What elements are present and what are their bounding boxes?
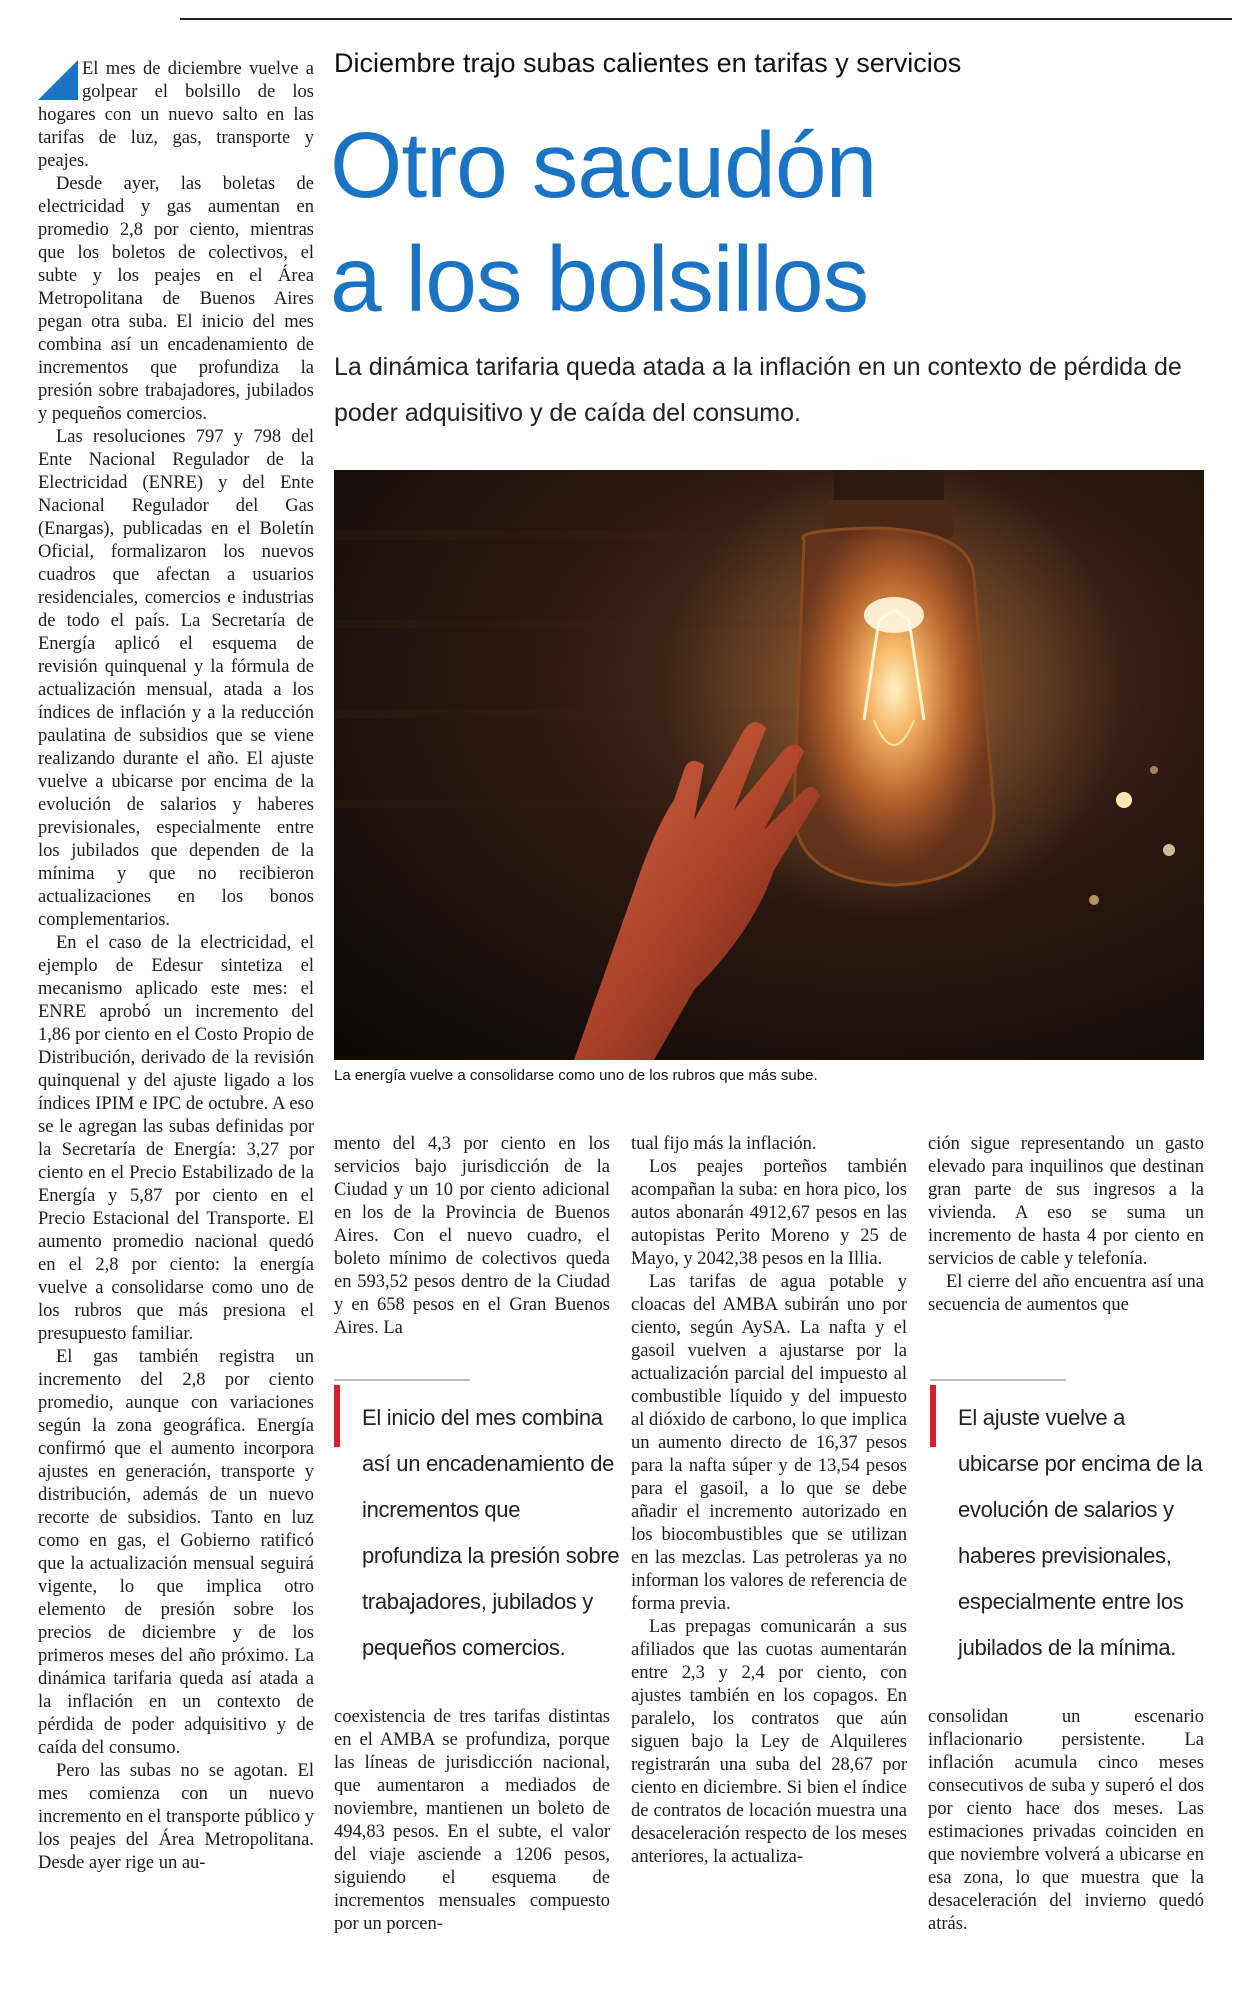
body-paragraph: Las tarifas de agua potable y cloacas del AMBA subirán uno por ciento, según AySA. La nafta y el gasoil vuelven a ajustarse por la actualización parcial del impuesto al combustible líquido y del impuesto al dióxido de carbono, lo que implica un aumento directo de 16,37 pesos para la nafta súper y de 13,54 pesos para el gasoil, a lo que se debe añadir el incremento autorizado en los biocombustibles que se utilizan en las mezclas. Las petroleras ya no informan los valores de referencia de forma previa. [631,1272,907,1614]
body-paragraph: Las resoluciones 797 y 798 del Ente Nacional Regulador de la Electricidad (ENRE) y del Ente Nacional Regulador del Gas (Enargas), publicadas en el Boletín Oficial, formalizaron los nuevos cuadros que afectan a usuarios residenciales, comercios e industrias de todo el país. La Secretaría de Energía aplicó el esquema de revisión quinquenal y la fórmula de actualización mensual, atada a los índices de inflación y a la reducción paulatina de subsidios que se viene realizando durante el año. El ajuste vuelve a ubicarse por encima de la evolución de salarios y haberes previsionales, especialmente entre los jubilados que dependen de la mínima y que no recibieron actualizaciones en los bonos complementarios. [38,427,314,930]
body-paragraph: mento del 4,3 por ciento en los servicios bajo jurisdicción de la Ciudad y un 10 por ciento adicional en los de la Provincia de Buenos Aires. Con el nuevo cuadro, el boleto mínimo de colectivos queda en 593,52 pesos dentro de la Ciudad y en 658 pesos en el Gran Buenos Aires. La [334,1134,610,1338]
pullquote-rule [930,1379,1066,1381]
article-column-2-bottom [334,1706,610,1956]
headline-line-1: Otro sacudón [330,113,877,217]
photo-caption: La energía vuelve a consolidarse como uno de los rubros que más sube. [334,1067,818,1084]
lead-marker-icon [38,60,78,100]
pullquote-rule [334,1379,470,1381]
body-paragraph: El cierre del año encuentra así una secuencia de aumentos que [928,1272,1204,1315]
body-paragraph: Pero las subas no se agotan. El mes comienza con un nuevo incremento en el transporte público y los peajes del Área Metropolitana. Desde ayer rige un au- [38,1761,314,1873]
pullquote-left: El inicio del mes combina así un encadenamiento de incrementos que profundiza la presión sobre trabajadores, jubilados y pequeños comercios. [362,1405,620,1660]
article-column-2-top [334,1133,610,1338]
article-column-4-bottom [928,1706,1204,1956]
headline-line-2: a los bolsillos [330,227,869,331]
body-paragraph: En el caso de la electricidad, el ejemplo de Edesur sintetiza el mecanismo aplicado este mes: el ENRE aprobó un incremento del 1,86 por ciento en el Costo Propio de Distribución, derivado de la revisión quinquenal y del ajuste ligado a los índices IPIM e IPC de octubre. A eso se le agregan las subas definidas por la Secretaría de Energía: 3,27 por ciento en el Precio Estabilizado de la Energía y 5,87 por ciento en el Precio Estacional del Transporte. El aumento promedio nacional quedó en el 2,8 por ciento: la energía vuelve a consolidarse como uno de los rubros que más presiona el presupuesto familiar. [38,933,314,1344]
pullquote-right: El ajuste vuelve a ubicarse por encima de la evolución de salarios y haberes previsionales, especialmente entre los jubilados de la mínima. [958,1405,1203,1660]
top-rule [180,18,1232,20]
lightbulb-photo-illustration [334,470,1204,1060]
article-column-3 [631,1133,907,1958]
article-column-4-top [928,1133,1204,1343]
pullquote-accent-bar [930,1385,936,1447]
body-paragraph: ción sigue representando un gasto elevado para inquilinos que destinan gran parte de sus ingresos a la vivienda. A eso se suma un incremento de hasta 4 por ciento en servicios de cable y telefonía. [928,1134,1204,1269]
kicker: Diciembre trajo subas calientes en tarifas y servicios [334,48,962,78]
body-paragraph: Los peajes porteños también acompañan la suba: en hora pico, los autos abonarán 4912,67 pesos en las autopistas Perito Moreno y 25 de Mayo, y 2042,38 pesos en la Illia. [631,1157,907,1269]
body-paragraph: consolidan un escenario inflacionario persistente. La inflación acumula cinco meses consecutivos de suba y superó el dos por ciento hace dos meses. Las estimaciones privadas coinciden en que noviembre volverá a ubicarse en esa zona, lo que muestra que la desaceleración del invierno quedó atrás. [928,1707,1204,1934]
pullquote-accent-bar [334,1385,340,1447]
headline [330,108,1210,336]
body-paragraph: El gas también registra un incremento del 2,8 por ciento promedio, aunque con variaciones según la zona geográfica. Energía confirmó que el aumento incorpora ajustes en generación, transporte y distribución, además de un nuevo recorte de subsidios. Tanto en luz como en gas, el Gobierno ratificó que la actualización mensual seguirá vigente, lo que implica otro elemento de presión sobre los precios de diciembre y de los primeros meses del año próximo. La dinámica tarifaria queda así atada a la inflación en un contexto de pérdida de poder adquisitivo y de caída del consumo. [38,1347,314,1758]
body-paragraph: tual fijo más la inflación. [631,1134,817,1154]
body-paragraph: Desde ayer, las boletas de electricidad y gas aumentan en promedio 2,8 por ciento, mientras que los boletos de colectivos, el subte y los peajes en el Área Metropolitana de Buenos Aires pegan otra suba. El inicio del mes combina así un encadenamiento de incrementos que profundiza la presión sobre trabajadores, jubilados y pequeños comercios. [38,174,314,424]
lead-paragraph: El mes de diciembre vuelve a golpear el bolsillo de los hogares con un nuevo salto en las tarifas de luz, gas, transporte y peajes. [38,59,314,171]
body-paragraph: coexistencia de tres tarifas distintas en el AMBA se profundiza, porque las líneas de jurisdicción nacional, que aumentaron a mediados de noviembre, mantienen un boleto de 494,83 pesos. En el subte, el valor del viaje asciende a 1206 pesos, siguiendo el esquema de incrementos mensuales compuesto por un porcen- [334,1707,610,1934]
lead-photo [334,470,1204,1060]
deck-subtitle: La dinámica tarifaria queda atada a la inflación en un contexto de pérdida de poder adquisitivo y de caída del consumo. [334,353,1182,427]
body-paragraph: Las prepagas comunicarán a sus afiliados que las cuotas aumentarán entre 2,3 y 2,4 por ciento, con ajustes también en los copagos. En paralelo, los contratos que aún siguen bajo la Ley de Alquileres registrarán una suba del 28,67 por ciento en diciembre. Si bien el índice de contratos de locación muestra una desaceleración respecto de los meses anteriores, la actualiza- [631,1617,907,1867]
article-column-1 [38,58,314,1958]
